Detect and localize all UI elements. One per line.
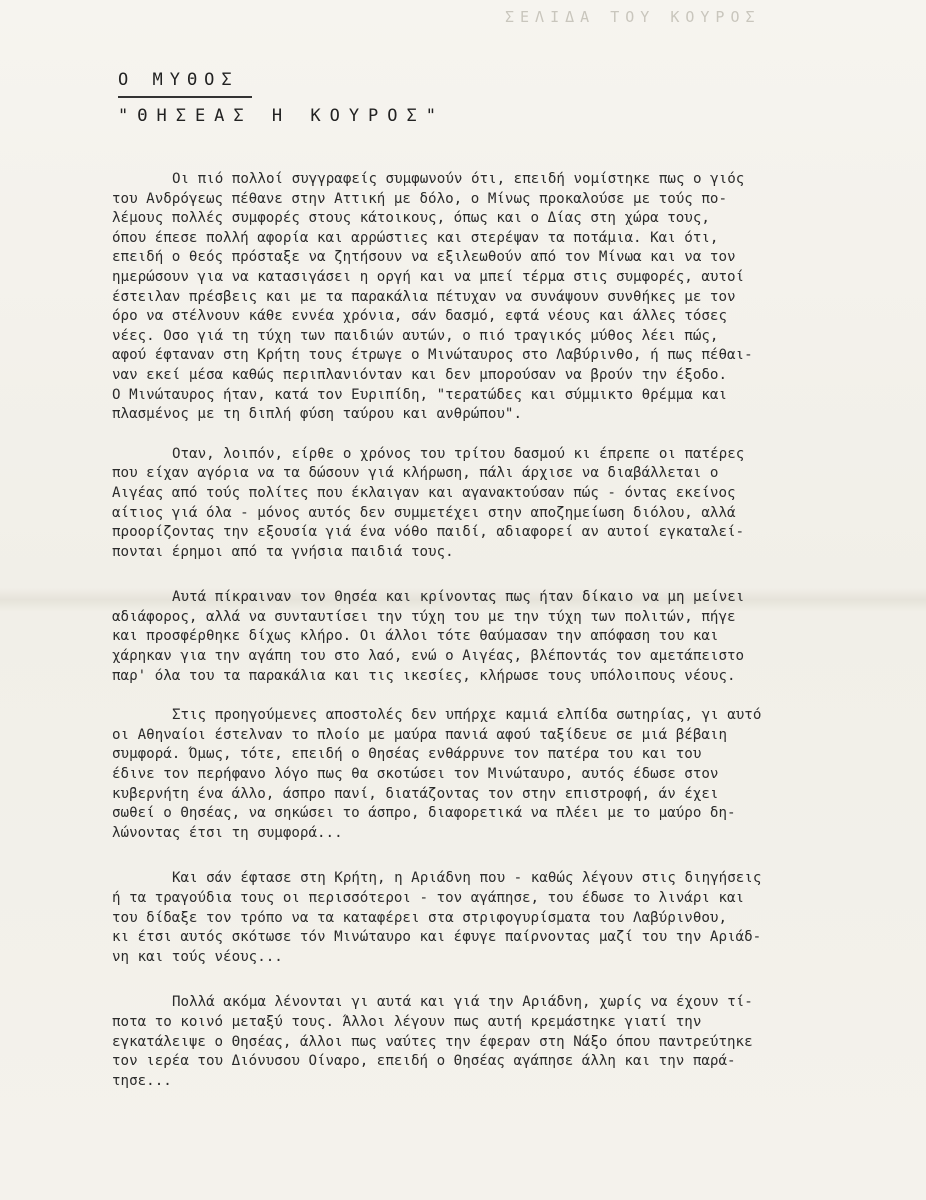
paragraph: [112, 170, 864, 425]
text-line: Οταν, λοιπόν, είρθε ο χρόνος του τρίτου δασμού κι έπρεπε οι πατέρες: [172, 445, 745, 462]
text-line: ημερώσουν για να κατασιγάσει η οργή και να μπεί τέρμα στις συμφορές, αυτοί: [112, 268, 745, 285]
text-line: όπου έπεσε πολλή αφορία και αρρώστιες και στερέψαν τα ποτάμια. Και ότι,: [112, 229, 719, 246]
text-line: Οι πιό πολλοί συγγραφείς συμφωνούν ότι, επειδή νομίστηκε πως ο γιός: [172, 171, 745, 187]
text-line: οι Αθηναίοι έστελναν το πλοίο με μαύρα πανιά αφού ταξίδευε σε μιά βέβαιη: [112, 726, 727, 743]
text-line: λέμους πολλές συμφορές στους κάτοικους, όπως και ο Δίας στη χώρα τους,: [112, 210, 710, 227]
text-line: Στις προηγούμενες αποστολές δεν υπήρχε καμιά ελπίδα σωτηρίας, γι αυτό: [172, 707, 762, 724]
text-line: προορίζοντας την εξουσία γιά ένα νόθο παιδί, αδιαφορεί αν αυτοί εγκαταλεί-: [112, 524, 745, 541]
text-line: συμφορά. Όμως, τότε, επειδή ο Θησέας ενθάρρυνε τον πατέρα του και του: [112, 746, 702, 763]
text-line: τον ιερέα του Διόνυσου Οίναρο, επειδή ο Θησέας αγάπησε άλλη και την παρά-: [112, 1053, 736, 1070]
text-line: Πολλά ακόμα λένονται γι αυτά και γιά την Αριάδνη, χωρίς να έχουν τί-: [172, 994, 753, 1011]
text-line: Αιγέας από τούς πολίτες που έκλαιγαν και αγανακτούσαν πώς - όντας εκείνος: [112, 484, 736, 501]
paragraph: [112, 588, 864, 686]
text-line: νέες. Οσο γιά τη τύχη των παιδιών αυτών, ο πιό τραγικός μύθος λέει πώς,: [112, 327, 719, 344]
heading-underline: [118, 96, 252, 98]
text-line: εγκατάλειψε ο Θησέας, άλλοι πως ναύτες την έφεραν στη Νάξο όπου παντρεύτηκε: [112, 1033, 753, 1050]
text-line: που είχαν αγόρια να τα δώσουν γιά κλήρωση, πάλι άρχισε να διαβάλλεται ο: [112, 465, 719, 482]
text-line: κι έτσι αυτός σκότωσε τόν Μινώταυρο και έφυγε παίρνοντας μαζί του την Αριάδ-: [112, 929, 762, 946]
text-line: επειδή ο θεός πρόσταξε να ζητήσουν να εξιλεωθούν από τον Μίνωα και να τον: [112, 249, 736, 266]
paragraph: [112, 869, 864, 967]
text-line: και προσφέρθηκε δίχως κλήρο. Οι άλλοι τότε θαύμασαν την απόφαση του και: [112, 628, 719, 645]
bleed-through-text: ΣΕΛΙΔΑ ΤΟΥ ΚΟΥΡΟΣ: [505, 8, 761, 26]
paragraph: [112, 445, 864, 563]
document-subheading: "ΘΗΣΕΑΣ Η ΚΟΥΡΟΣ": [118, 106, 445, 126]
text-line: αίτιος γιά όλα - μόνος αυτός δεν συμμετέχει στην αποζημείωση διόλου, αλλά: [112, 504, 736, 521]
text-line: του δίδαξε τον τρόπο να τα καταφέρει στα στριφογυρίσματα του Λαβύρινθου,: [112, 909, 727, 926]
text-line: πονται έρημοι από τα γνήσια παιδιά τους.: [112, 543, 454, 560]
text-line: τησε...: [112, 1072, 172, 1089]
paragraph: [112, 706, 864, 843]
text-line: έδινε τον περήφανο λόγο πως θα σκοτώσει τον Μινώταυρο, αυτός έδωσε στον: [112, 766, 719, 783]
text-line: αφού έφταναν στη Κρήτη τους έτρωγε ο Μινώταυρος στο Λαβύρινθο, ή πως πέθαι-: [112, 347, 753, 364]
text-line: παρ' όλα του τα παρακάλια και τις ικεσίες, κλήρωσε τους υπόλοιπους νέους.: [112, 667, 736, 684]
text-line: όρο να στέλνουν κάθε εννέα χρόνια, σάν δασμό, εφτά νέους και άλλες τόσες: [112, 308, 727, 325]
text-line: λώνοντας έτσι τη συμφορά...: [112, 824, 343, 841]
text-line: χάρηκαν για την αγάπη του στο λαό, ενώ ο Αιγέας, βλέποντάς τον αμετάπειστο: [112, 648, 745, 665]
text-line: ή τα τραγούδια τους οι περισσότεροι - τον αγάπησε, του έδωσε το λινάρι και: [112, 890, 745, 906]
text-line: Ο Μινώταυρος ήταν, κατά τον Ευριπίδη, "τερατώδες και σύμμικτο θρέμμα και: [112, 386, 727, 403]
text-line: αδιάφορος, αλλά να συνταυτίσει την τύχη του με την τύχη των πολιτών, πήγε: [112, 608, 736, 625]
paragraph: [112, 993, 864, 1091]
text-line: του Ανδρόγεως πέθανε στην Αττική με δόλο, ο Μίνως προκαλούσε με τούς πο-: [112, 190, 727, 207]
document-heading: Ο ΜΥΘΟΣ: [118, 70, 239, 90]
text-line: νη και τούς νέους...: [112, 948, 283, 965]
text-line: κυβερνήτη ένα άλλο, άσπρο πανί, διατάζοντας τον στην επιστροφή, άν έχει: [112, 785, 719, 802]
document-body: [112, 170, 864, 1091]
text-line: πλασμένος με τη διπλή φύση ταύρου και ανθρώπου".: [112, 406, 522, 423]
text-line: ναν εκεί μέσα καθώς περιπλανιόνταν και δεν μπορούσαν να βρούν την έξοδο.: [112, 366, 727, 383]
text-line: Αυτά πίκραιναν τον Θησέα και κρίνοντας πως ήταν δίκαιο να μη μείνει: [172, 589, 745, 606]
text-line: Και σάν έφτασε στη Κρήτη, η Αριάδνη που - καθώς λέγουν στις διηγήσεις: [172, 870, 762, 887]
text-line: σωθεί ο Θησέας, να σηκώσει το άσπρο, διαφορετικά να πλέει με το μαύρο δη-: [112, 805, 736, 822]
text-line: ποτα το κοινό μεταξύ τους. Άλλοι λέγουν πως αυτή κρεμάστηκε γιατί την: [112, 1013, 702, 1030]
text-line: έστειλαν πρέσβεις και με τα παρακάλια πέτυχαν να συνάψουν συνθήκες με τον: [112, 288, 736, 305]
